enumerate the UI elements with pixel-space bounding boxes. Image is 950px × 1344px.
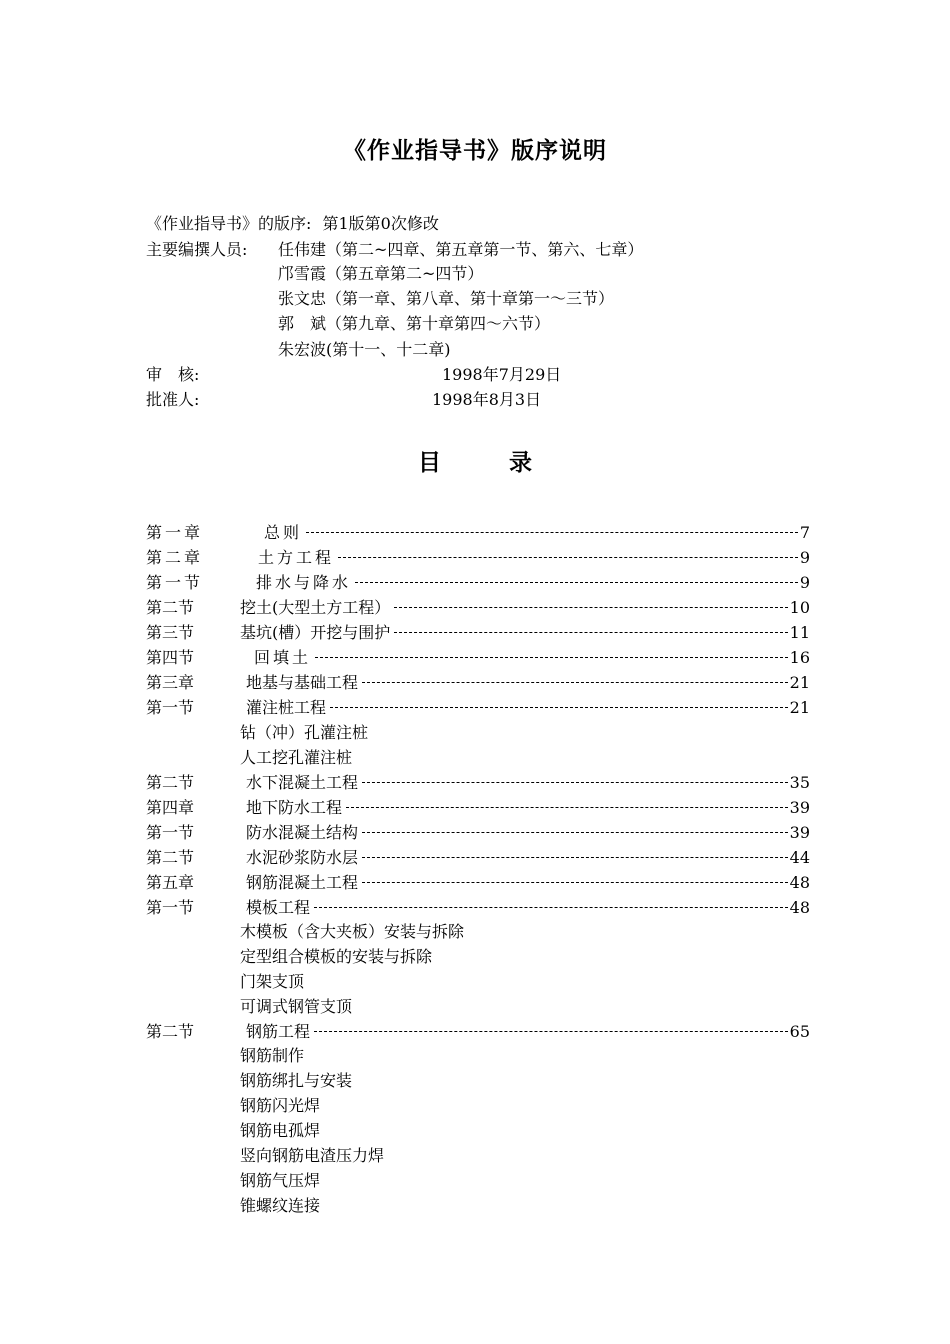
toc-leader-line <box>338 557 798 558</box>
toc-row <box>146 673 810 693</box>
toc-page-number: 7 <box>799 523 810 542</box>
version-value: 第1版第0次修改 <box>322 214 439 233</box>
toc-heading-right: 录 <box>509 450 533 476</box>
toc-subitem: 锥螺纹连接 <box>240 1196 321 1215</box>
toc-row <box>146 823 810 843</box>
editor-entry: 郭 斌（第九章、第十章第四～六节） <box>278 314 551 333</box>
toc-row <box>146 898 810 918</box>
toc-chapter-number: 第三节 <box>146 623 195 642</box>
toc-subitem: 竖向钢筋电渣压力焊 <box>240 1146 385 1165</box>
toc-leader-line <box>330 707 788 708</box>
toc-chapter-number: 第一节 <box>146 823 195 842</box>
toc-chapter-number: 第四节 <box>146 648 195 667</box>
toc-leader-line <box>362 857 788 858</box>
toc-page-number: 35 <box>789 773 810 792</box>
toc-row <box>146 1022 810 1042</box>
approve-label: 批准人: <box>146 390 200 409</box>
editor-entry: 任伟建（第二~四章、第五章第一节、第六、七章） <box>278 240 644 259</box>
toc-subitem: 钢筋闪光焊 <box>240 1096 321 1115</box>
toc-subitem: 可调式钢管支顶 <box>240 997 353 1016</box>
toc-leader-line <box>362 882 788 883</box>
toc-subitem: 定型组合模板的安装与拆除 <box>240 947 433 966</box>
toc-leader-line <box>314 1031 788 1032</box>
toc-title: 回填土 <box>254 648 312 667</box>
review-date: 1998年7月29日 <box>442 365 562 384</box>
toc-chapter-number: 第五章 <box>146 873 195 892</box>
toc-subitem: 木模板（含大夹板）安装与拆除 <box>240 922 465 941</box>
toc-page-number: 10 <box>789 598 810 617</box>
toc-title: 总则 <box>264 523 303 542</box>
toc-leader-line <box>362 782 788 783</box>
editor-entry: 张文忠（第一章、第八章、第十章第一～三节） <box>278 289 615 308</box>
toc-subitem: 钢筋电孤焊 <box>240 1121 321 1140</box>
editor-entry: 朱宏波(第十一、十二章) <box>278 340 451 359</box>
toc-page-number: 48 <box>789 873 810 892</box>
toc-subitem: 人工挖孔灌注桩 <box>240 748 353 767</box>
toc-row <box>146 698 810 718</box>
toc-leader-line <box>314 907 788 908</box>
toc-chapter-number: 第一节 <box>146 898 195 917</box>
toc-subitem: 钢筋气压焊 <box>240 1171 321 1190</box>
toc-chapter-number: 第二节 <box>146 773 195 792</box>
toc-leader-line <box>394 607 788 608</box>
toc-chapter-number: 第一节 <box>146 698 195 717</box>
toc-title: 钢筋工程 <box>246 1022 311 1041</box>
toc-leader-line <box>355 582 798 583</box>
toc-page-number: 21 <box>789 698 810 717</box>
toc-leader-line <box>315 657 788 658</box>
toc-title: 水泥砂浆防水层 <box>246 848 359 867</box>
toc-page-number: 48 <box>789 898 810 917</box>
toc-row <box>146 548 810 568</box>
toc-chapter-number: 第二章 <box>146 548 204 567</box>
toc-title: 排水与降水 <box>256 573 352 592</box>
version-label: 《作业指导书》的版序: <box>146 214 312 233</box>
page-title: 《作业指导书》版序说明 <box>343 138 607 164</box>
toc-row <box>146 598 810 618</box>
toc-title: 水下混凝土工程 <box>246 773 359 792</box>
toc-chapter-number: 第二节 <box>146 848 195 867</box>
toc-chapter-number: 第四章 <box>146 798 195 817</box>
toc-title: 基坑(槽）开挖与围护 <box>240 623 391 642</box>
toc-page-number: 9 <box>799 548 810 567</box>
toc-title: 土方工程 <box>258 548 335 567</box>
toc-subitem: 钢筋绑扎与安装 <box>240 1071 353 1090</box>
toc-subitem: 门架支顶 <box>240 972 305 991</box>
version-line <box>146 214 439 234</box>
toc-leader-line <box>346 807 788 808</box>
toc-row <box>146 798 810 818</box>
toc-row <box>146 648 810 668</box>
toc-chapter-number: 第二节 <box>146 1022 195 1041</box>
toc-title: 模板工程 <box>246 898 311 917</box>
toc-page-number: 39 <box>789 823 810 842</box>
toc-subitem: 钻（冲）孔灌注桩 <box>240 723 369 742</box>
toc-title: 防水混凝土结构 <box>246 823 359 842</box>
toc-row <box>146 848 810 868</box>
editors-label: 主要编撰人员: <box>146 240 248 259</box>
toc-page-number: 39 <box>789 798 810 817</box>
toc-title: 地下防水工程 <box>246 798 343 817</box>
toc-page-number: 16 <box>789 648 810 667</box>
toc-leader-line <box>394 632 788 633</box>
editor-entry: 邝雪霞（第五章第二~四节） <box>278 264 484 283</box>
toc-chapter-number: 第一节 <box>146 573 204 592</box>
toc-title: 地基与基础工程 <box>246 673 359 692</box>
toc-title: 钢筋混凝土工程 <box>246 873 359 892</box>
toc-page-number: 65 <box>789 1022 810 1041</box>
toc-row <box>146 623 810 643</box>
toc-row <box>146 773 810 793</box>
toc-title: 灌注桩工程 <box>246 698 327 717</box>
toc-leader-line <box>306 532 798 533</box>
toc-page-number: 9 <box>799 573 810 592</box>
toc-row <box>146 523 810 543</box>
toc-leader-line <box>362 682 788 683</box>
toc-row <box>146 873 810 893</box>
toc-chapter-number: 第三章 <box>146 673 195 692</box>
toc-title: 挖土(大型土方工程） <box>240 598 391 617</box>
toc-heading-left: 目 <box>417 450 441 476</box>
review-label: 审 核: <box>146 365 200 384</box>
toc-row <box>146 573 810 593</box>
toc-chapter-number: 第二节 <box>146 598 195 617</box>
toc-page-number: 11 <box>789 623 810 642</box>
toc-chapter-number: 第一章 <box>146 523 204 542</box>
toc-leader-line <box>362 832 788 833</box>
approve-date: 1998年8月3日 <box>432 390 542 409</box>
toc-page-number: 21 <box>789 673 810 692</box>
toc-page-number: 44 <box>789 848 810 867</box>
toc-heading <box>0 444 950 477</box>
toc-subitem: 钢筋制作 <box>240 1046 305 1065</box>
